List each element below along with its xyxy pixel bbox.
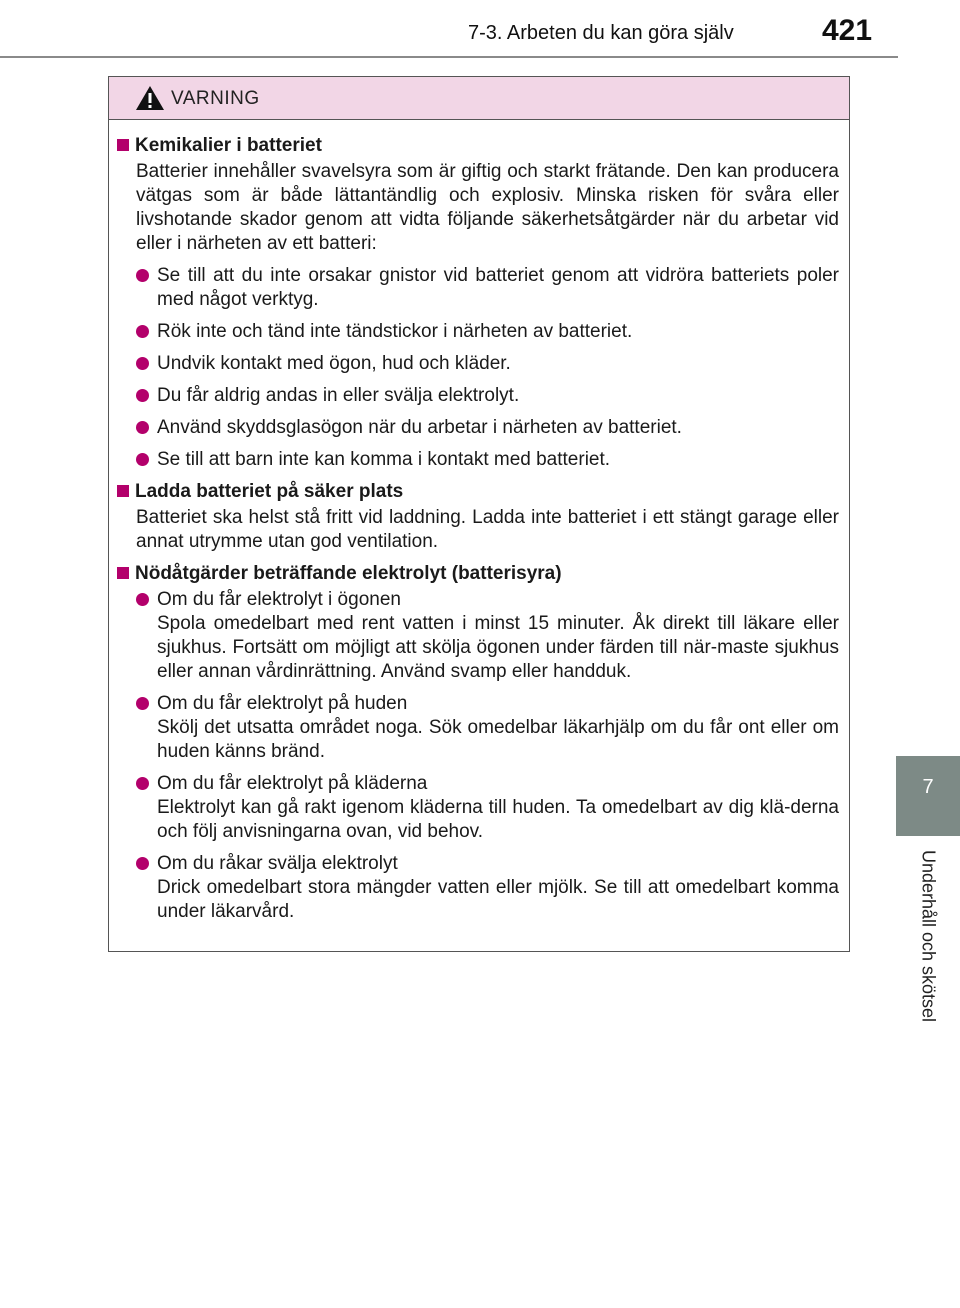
list-item-content (157, 772, 839, 844)
bullet-dot-icon (136, 857, 149, 870)
section-heading (117, 562, 839, 586)
warning-label: VARNING (171, 88, 260, 109)
bullet-dot-icon (136, 777, 149, 790)
square-bullet-icon (117, 567, 129, 579)
list-item-body: Drick omedelbart stora mängder vatten eller mjölk. Se till att omedelbart komma under läkarvård. (157, 877, 839, 922)
bullet-dot-icon (136, 357, 149, 370)
square-bullet-icon (117, 139, 129, 151)
list-item (136, 692, 839, 764)
bullet-dot-icon (136, 697, 149, 710)
list-item (136, 384, 839, 408)
list-item (136, 448, 839, 472)
bullet-dot-icon (136, 593, 149, 606)
section-heading-text: Ladda batteriet på säker plats (135, 481, 404, 502)
section-title: 7-3. Arbeten du kan göra själv (468, 22, 734, 44)
list-item-content (157, 852, 839, 924)
list-item (136, 264, 839, 312)
list-item (136, 416, 839, 440)
section-charging (117, 480, 839, 554)
list-item-content (157, 692, 839, 764)
list-item (136, 320, 839, 344)
list-item-title: Om du får elektrolyt på kläderna (157, 773, 428, 794)
warning-content (109, 120, 849, 951)
bullet-dot-icon (136, 269, 149, 282)
square-bullet-icon (117, 485, 129, 497)
list-item (136, 852, 839, 924)
list-item-body: Spola omedelbart med rent vatten i minst 15 minuter. Åk direkt till läkare eller sjukhus. Fortsätt om möjligt att skölja ögonen under färden till när-maste sjukhus eller annan vårdinrättning. Använd svamp eller handduk. (157, 613, 839, 682)
section-heading-text: Nödåtgärder beträffande elektrolyt (batterisyra) (135, 563, 562, 584)
warning-triangle-icon (135, 85, 165, 111)
chapter-tab (896, 756, 960, 836)
warning-box (108, 76, 850, 952)
chapter-label-container (896, 836, 960, 1046)
section-body: Batteriet ska helst stå fritt vid laddning. Ladda inte batteriet i ett stängt garage eller annat utrymme utan god ventilation. (136, 507, 839, 552)
chapter-number: 7 (922, 776, 934, 798)
list-item-content (157, 588, 839, 684)
section-chemicals (117, 134, 839, 472)
list-item-title: Om du råkar svälja elektrolyt (157, 853, 398, 874)
list-item-text: Se till att barn inte kan komma i kontakt med batteriet. (157, 449, 611, 470)
list-item-body: Skölj det utsatta området noga. Sök omedelbar läkarhjälp om du får ont eller om huden känns bränd. (157, 717, 839, 762)
list-item-text: Rök inte och tänd inte tändstickor i närheten av batteriet. (157, 321, 633, 342)
list-item-text: Undvik kontakt med ögon, hud och kläder. (157, 353, 511, 374)
chapter-label: Underhåll och skötsel (918, 849, 939, 1023)
header-divider (0, 56, 898, 58)
section-heading (117, 134, 839, 158)
list-item (136, 588, 839, 684)
page-number: 421 (822, 14, 873, 47)
list-item-title: Om du får elektrolyt i ögonen (157, 589, 401, 610)
bullet-dot-icon (136, 453, 149, 466)
list-item-text: Se till att du inte orsakar gnistor vid batteriet genom att vidröra batteriets poler med något verktyg. (157, 265, 839, 310)
warning-header (109, 77, 849, 120)
bullet-dot-icon (136, 325, 149, 338)
section-body: Batterier innehåller svavelsyra som är giftig och starkt frätande. Den kan producera vätgas som är både lättantändlig och explosiv. Minska risken för svåra eller livshotande skador genom att vidta följande säkerhetsåtgärder när du arbetar vid eller i närheten av ett batteri: (136, 161, 839, 254)
bullet-dot-icon (136, 389, 149, 402)
list-item (136, 352, 839, 376)
list-item-text: Du får aldrig andas in eller svälja elektrolyt. (157, 385, 520, 406)
section-heading (117, 480, 839, 504)
section-emergency (117, 562, 839, 924)
list-item-text: Använd skyddsglasögon när du arbetar i närheten av batteriet. (157, 417, 682, 438)
section-heading-text: Kemikalier i batteriet (135, 135, 322, 156)
list-item-title: Om du får elektrolyt på huden (157, 693, 408, 714)
bullet-dot-icon (136, 421, 149, 434)
list-item-body: Elektrolyt kan gå rakt igenom kläderna till huden. Ta omedelbart av dig klä-derna och följ anvisningarna ovan, vid behov. (157, 797, 839, 842)
list-item (136, 772, 839, 844)
